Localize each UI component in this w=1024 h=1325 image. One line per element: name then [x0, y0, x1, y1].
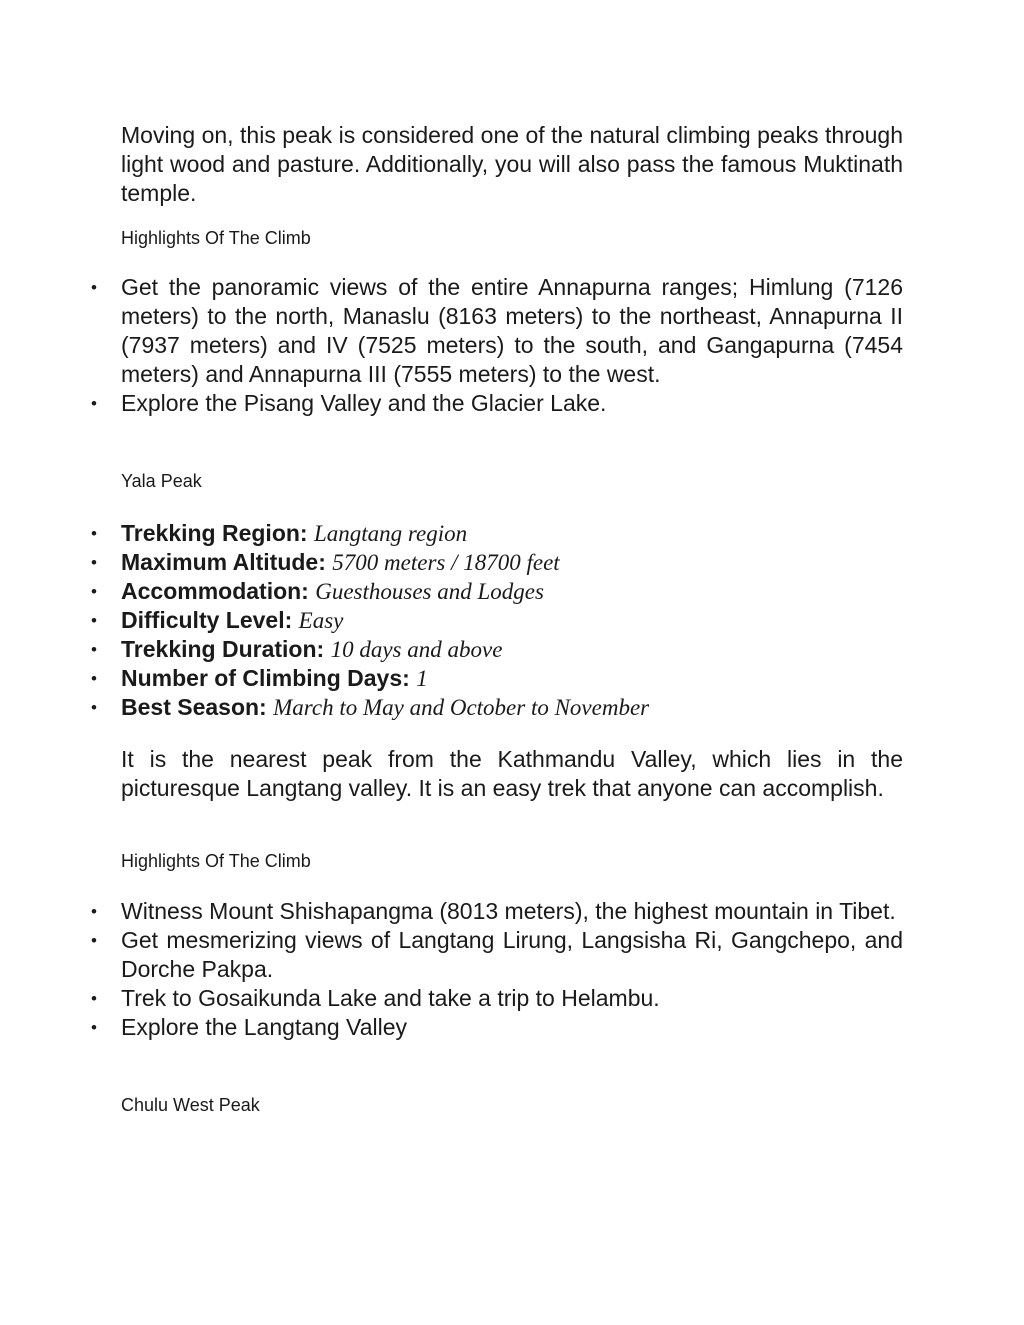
yala-description-block [121, 745, 903, 803]
section-heading: Highlights Of The Climb [121, 851, 311, 871]
spec-label: Best Season: [121, 694, 267, 720]
list-item-text: Explore the Langtang Valley [121, 1014, 407, 1040]
list-item [91, 577, 903, 606]
spec-label: Accommodation: [121, 578, 309, 604]
highlights-list [91, 897, 903, 1042]
section2-heading-block [121, 850, 903, 872]
spec-value: 5700 meters / 18700 feet [332, 550, 560, 575]
spec-label: Maximum Altitude: [121, 549, 326, 575]
bullet-icon: • [91, 611, 97, 630]
list-item [91, 926, 903, 984]
list-item [91, 635, 903, 664]
list-item-text: Witness Mount Shishapangma (8013 meters), the highest mountain in Tibet. [121, 898, 896, 924]
list-item [91, 1013, 903, 1042]
list-item [91, 548, 903, 577]
intro-paragraph-block [121, 121, 903, 208]
bullet-icon: • [91, 1018, 97, 1037]
spec-value: 1 [416, 666, 428, 691]
list-item [91, 273, 903, 389]
bullet-icon: • [91, 989, 97, 1008]
bullet-icon: • [91, 394, 97, 413]
intro-paragraph: Moving on, this peak is considered one of the natural climbing peaks through light wood and pasture. Additionally, you will also pass the famous Muktinath temple. [121, 122, 903, 206]
list-item [91, 897, 903, 926]
bullet-icon: • [91, 902, 97, 921]
spec-label: Trekking Duration: [121, 636, 325, 662]
spec-label: Number of Climbing Days: [121, 665, 410, 691]
bullet-icon: • [91, 669, 97, 688]
peak-specs-list [91, 519, 903, 722]
spec-label: Difficulty Level: [121, 607, 293, 633]
bullet-icon: • [91, 640, 97, 659]
section2-list-block [91, 897, 903, 1042]
section-heading: Highlights Of The Climb [121, 228, 311, 248]
list-item-text: Get mesmerizing views of Langtang Lirung, Langsisha Ri, Gangchepo, and Dorche Pakpa. [121, 927, 903, 982]
list-item [91, 664, 903, 693]
list-item [91, 519, 903, 548]
list-item-text: Get the panoramic views of the entire Annapurna ranges; Himlung (7126 meters) to the north, Manaslu (8163 meters) to the northeast, Annapurna II (7937 meters) and IV (7525 meters) to the south, and Gangapurna (7454 meters) and Annapurna III (7555 meters) to the west. [121, 274, 903, 387]
section1-list-block [91, 273, 903, 418]
spec-value: Guesthouses and Lodges [315, 579, 544, 604]
list-item [91, 389, 903, 418]
yala-heading-block [121, 470, 903, 492]
list-item [91, 606, 903, 635]
list-item-text: Explore the Pisang Valley and the Glacier Lake. [121, 390, 607, 416]
bullet-icon: • [91, 698, 97, 717]
spec-value: Langtang region [313, 521, 468, 546]
spec-label: Trekking Region: [121, 520, 308, 546]
section1-heading-block [121, 227, 903, 249]
bullet-icon: • [91, 278, 97, 297]
bullet-icon: • [91, 582, 97, 601]
list-item-text: Trek to Gosaikunda Lake and take a trip to Helambu. [121, 985, 660, 1011]
highlights-list [91, 273, 903, 418]
yala-specs-block [91, 519, 903, 722]
peak-heading: Yala Peak [121, 471, 202, 491]
list-item [91, 984, 903, 1013]
peak-description: It is the nearest peak from the Kathmandu Valley, which lies in the picturesque Langtang valley. It is an easy trek that anyone can accomplish. [121, 746, 903, 801]
spec-value: 10 days and above [330, 637, 503, 662]
peak-heading: Chulu West Peak [121, 1095, 260, 1115]
spec-value: Easy [298, 608, 344, 633]
spec-value: March to May and October to November [273, 695, 650, 720]
bullet-icon: • [91, 931, 97, 950]
bullet-icon: • [91, 553, 97, 572]
list-item [91, 693, 903, 722]
next-heading-block [121, 1094, 903, 1116]
bullet-icon: • [91, 524, 97, 543]
